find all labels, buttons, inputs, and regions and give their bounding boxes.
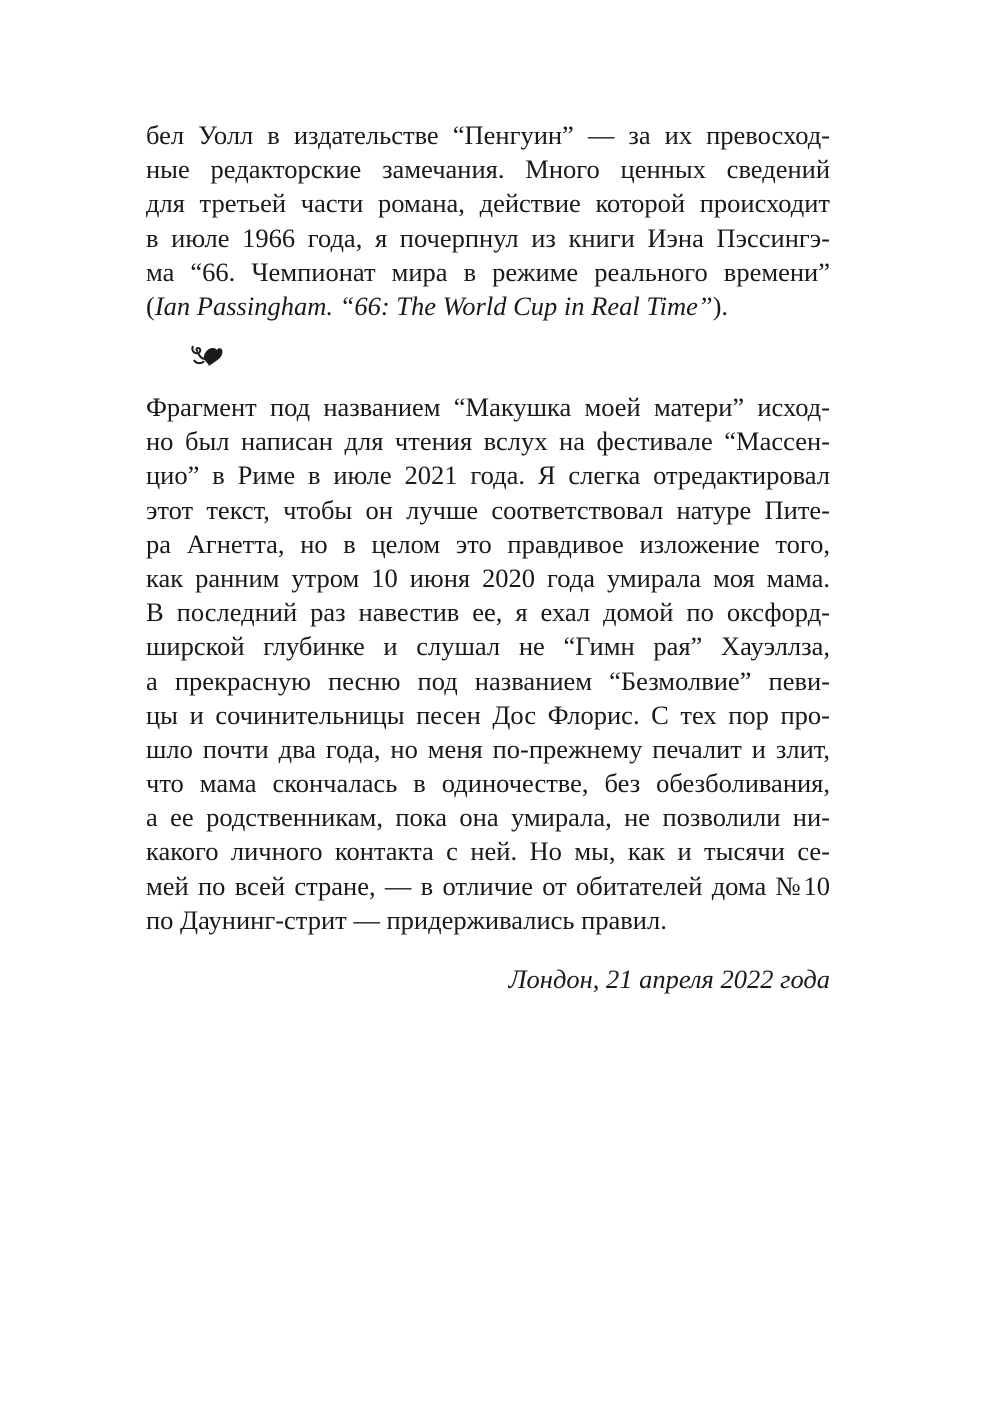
- citation-open: (: [146, 290, 155, 321]
- text-line: а прекрасную песню под названием “Безмолвие” певи-: [146, 665, 830, 696]
- place-date-signoff: Лондон, 21 апреля 2022 года: [508, 964, 830, 994]
- text-line: в июле 1966 года, я почерпнул из книги Иэна Пэссингэ-: [146, 222, 830, 253]
- citation-line: [146, 289, 830, 323]
- text-line: цио” в Риме в июле 2021 года. Я слегка отредактировал: [146, 460, 830, 491]
- text-line: шло почти два года, но меня по-прежнему печалит и злит,: [146, 733, 830, 764]
- citation-close: ).: [712, 290, 729, 321]
- text-line: какого личного контакта с ней. Но мы, как и тысячи се-: [146, 836, 830, 867]
- text-line: как ранним утром 10 июня 2020 года умирала моя мама.: [146, 562, 830, 593]
- paragraph-author-note: [146, 390, 830, 937]
- text-line: ра Агнетта, но в целом это правдивое изложение того,: [146, 528, 830, 559]
- text-line: но был написан для чтения вслух на фестивале “Массен-: [146, 426, 830, 457]
- text-line: ширской глубинке и слушал не “Гимн рая” Хауэллза,: [146, 631, 830, 662]
- paragraph-acknowledgements: [146, 118, 830, 323]
- text-line: по Даунинг-стрит — придерживались правил.: [146, 904, 667, 935]
- text-line: этот текст, чтобы он лучше соответствовал натуре Пите-: [146, 494, 830, 525]
- text-line: В последний раз навестив ее, я ехал домой по оксфорд-: [146, 597, 830, 628]
- text-line: цы и сочинительницы песен Дос Флорис. С тех пор про-: [146, 699, 830, 730]
- page-body: [146, 118, 830, 994]
- text-line: а ее родственникам, пока она умирала, не позволили ни-: [146, 802, 830, 833]
- text-line: Фрагмент под названием “Макушка моей матери” исход-: [146, 392, 830, 422]
- citation-title: Ian Passingham. “66: The World Cup in Real Time”: [154, 290, 713, 321]
- text-line: мей по всей стране, — в отличие от обитателей дома №10: [146, 870, 830, 901]
- hedera-fleuron-icon: [190, 340, 224, 368]
- text-line: бел Уолл в издательстве “Пенгуин” — за их превосход-: [146, 120, 830, 150]
- text-line: для третьей части романа, действие которой происходит: [146, 188, 830, 219]
- text-line: что мама скончалась в одиночестве, без обезболивания,: [146, 768, 830, 799]
- text-line: ма “66. Чемпионат мира в режиме реального времени”: [146, 256, 830, 287]
- text-line: ные редакторские замечания. Много ценных сведений: [146, 154, 830, 185]
